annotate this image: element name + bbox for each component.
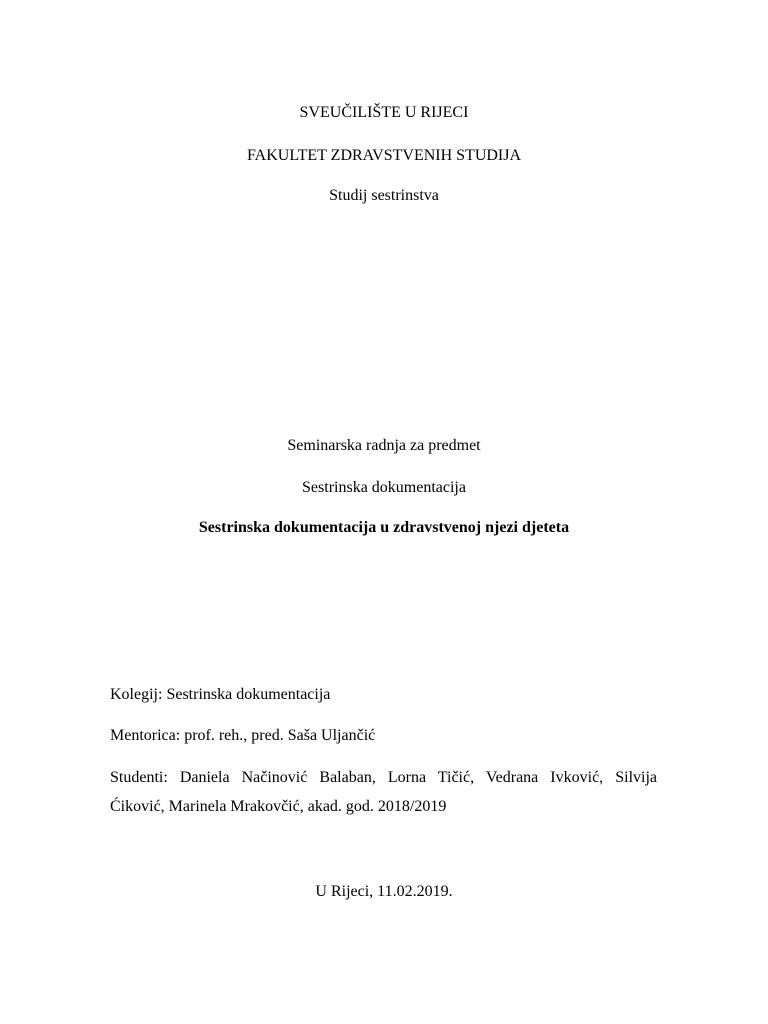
course-name: Sestrinska dokumentacija	[302, 479, 466, 496]
paper-type: Seminarska radnja za predmet	[287, 437, 481, 454]
course-line: Kolegij: Sestrinska dokumentacija	[110, 686, 331, 703]
students-line-1: Studenti: Daniela Načinović Balaban, Lorna Tičić, Vedrana Ivković, Silvija	[110, 769, 657, 786]
university-name: SVEUČILIŠTE U RIJECI	[299, 104, 469, 121]
place-date: U Rijeci, 11.02.2019.	[315, 883, 453, 900]
faculty-name: FAKULTET ZDRAVSTVENIH STUDIJA	[246, 147, 522, 164]
students-line-2: Ćiković, Marinela Mrakovčić, akad. god. 2018/2019	[110, 798, 447, 815]
mentor-line: Mentorica: prof. reh., pred. Saša Uljančić	[110, 727, 376, 744]
paper-title: Sestrinska dokumentacija u zdravstvenoj njezi djeteta	[198, 519, 570, 536]
study-program: Studij sestrinstva	[329, 187, 439, 204]
